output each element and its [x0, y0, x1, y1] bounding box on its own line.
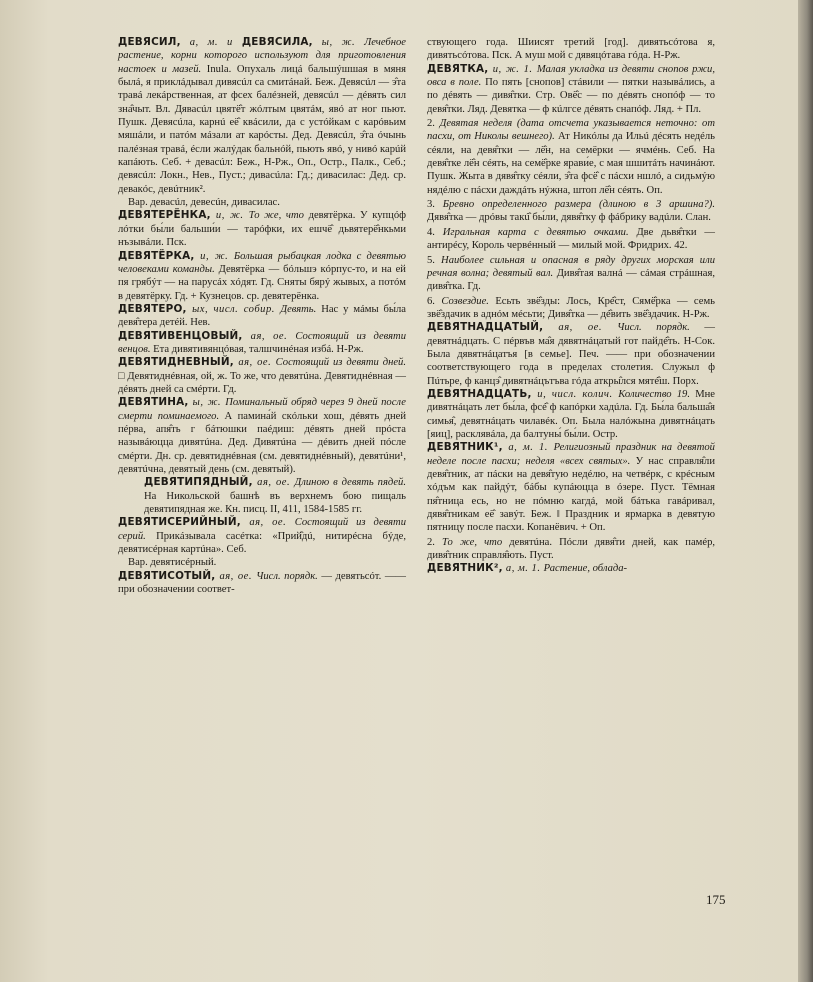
- dictionary-entry: [427, 198, 715, 225]
- dictionary-entry: [118, 36, 406, 196]
- dictionary-entry: [118, 476, 406, 516]
- dictionary-entry: [427, 254, 715, 294]
- definition: Числ. порядк.: [617, 322, 690, 334]
- grammar-label: и, ж.: [210, 210, 249, 222]
- headword: ДЕВЯСИЛ,: [118, 36, 181, 48]
- headword: ДЕВЯТНАДЦАТЫЙ,: [427, 321, 544, 334]
- definition: То же, что: [248, 210, 304, 222]
- dictionary-entry: [118, 396, 406, 476]
- dictionary-entry: [118, 330, 406, 357]
- grammar-label: ых, числ. собир.: [186, 303, 281, 315]
- examples-text: — девятнáдцать. С пéрвъв ма̂я дявятнáцатый гот пайдé̂ть. Н-Сок. Была дявятнáцатъя [в семье]. Печ. —— при обозначении соответствующего года в пределах столетия. Служыл ф Пúтьре, ф канцэ̂ дивятнáцътъва гóда аткры̂лся мятé̂ш. Порх.: [427, 322, 716, 387]
- grammar-label: ы, ж.: [312, 37, 365, 48]
- grammar-label: ая, ое.: [240, 517, 295, 529]
- grammar-label: ая, ое.: [242, 330, 296, 342]
- headword: ДЕВЯТИВЕНЦОВЫЙ,: [118, 329, 243, 342]
- definition: То же, что: [442, 536, 503, 548]
- dictionary-entry: [427, 117, 715, 197]
- examples-text: Две дьвя̂тки — антирéсу, Король червéнный — милый мой. Фридрих. 42.: [427, 226, 715, 252]
- dictionary-entry: [118, 516, 406, 556]
- definition: Наиболее сильная и опасная в ряду других морская или речная волна; девятый вал.: [427, 254, 716, 279]
- examples-text: Мне дивятнáцать лет бы́ла, фсé̂ ф капóрки хадúла. Гд. Бы́ла бальша̂я симья̂, девятнáцать чилавéк. Оп. Была налóжына дивятнáцать [яиц], расклявáла, да балтуны́ бы́ли. Остр.: [427, 388, 715, 440]
- sense-number: 6.: [427, 295, 442, 307]
- left-column: [118, 36, 406, 596]
- examples-text: На Никольской башнѣ въ верхнемъ бою пищаль девятипядная же. Кн. писц. II, 411, 1584-1585 гг.: [144, 490, 406, 516]
- definition: Большая рыбацкая лодка с девятью человеками команды.: [118, 250, 406, 275]
- sense-number: 2.: [427, 536, 443, 548]
- headword: ДЕВЯТНИК²,: [427, 562, 503, 575]
- page-number: 175: [706, 892, 726, 907]
- dictionary-entry: [427, 388, 715, 441]
- headword: ДЕВЯТНАДЦАТЬ,: [427, 387, 532, 400]
- sense-number: 5.: [427, 254, 442, 266]
- examples-text: Прикáзывала сасéтка: «Прий̂дú, нитирéсна бýде, девятисéрная картúна». Себ.: [118, 530, 406, 556]
- dictionary-entry: [427, 295, 715, 322]
- grammar-label: ы, ж.: [188, 397, 226, 409]
- dictionary-entry: [427, 536, 715, 563]
- dictionary-entry: [118, 250, 406, 303]
- grammar-label: ая, ое.: [233, 357, 276, 369]
- examples-text: А памина́й скóльки хош, дéвять дней пéрва, апя̂ть г бáтюшки паéдиш: дéвять дней прóста назывáюцца дивятúна. Дед. Дивятúна — дéвить дней пóсле смéрти. Дн. ср. девятиднéвная (см. девятиднéвный), девятúни¹, девятúчна, девятый день (см. девятый).: [118, 410, 406, 475]
- definition: Бревно определенного размера (длиною в 3 аршина?).: [442, 199, 715, 211]
- dictionary-entry: [427, 562, 715, 575]
- dictionary-entry: [427, 36, 715, 63]
- definition: Поминальный обряд через 9 дней после смерти поминаемого.: [118, 397, 406, 422]
- examples-text: □ Девятиднéвная, ой, ж. То же, что девятúна. Девятиднéвная — дéвять дней са смéрти. Гд.: [118, 370, 406, 395]
- headword: ДЕВЯТНИК¹,: [427, 441, 503, 454]
- variant-line: [118, 556, 406, 569]
- book-spine-shadow: [798, 0, 813, 982]
- examples-text: Девятёрка — бóльшэ кóрпус-то, и на ей пя грябýт — на парусáх хóдят. Гд. Сняты бярý жывых, а потóм в девятёрку. Гд. + Кузнецов. ср. девятерёнка.: [118, 263, 406, 302]
- headword: ДЕВЯТИПЯДНЫЙ,: [144, 476, 253, 489]
- definition: Состоящий из девяти венцов.: [118, 330, 406, 355]
- headword: ДЕВЯТЕРО,: [118, 302, 187, 315]
- grammar-label: и, ж.: [194, 250, 234, 262]
- grammar-label: ая, ое.: [252, 477, 295, 489]
- right-column: [427, 36, 715, 576]
- examples-text: ствующего года. Шиисят третий [год]. дивятьсóтова я, дивятьсóтова. Пск. А муш мой с дявяцóтава гóда. Н-Рж.: [427, 37, 715, 62]
- definition: Девять.: [280, 303, 317, 315]
- examples-text: девятёрка. У купцóф лóтки бы́ли бальши́и — тарóфки, их ешчё̂ дьвятерё̂нкьми нъзывáли. Пск.: [118, 210, 406, 249]
- examples-text: Дивя̂тая валнá — сáмая стрáшная, дивя̂тка. Гд.: [427, 267, 715, 293]
- sense-number: 2.: [427, 118, 440, 130]
- variants-text: Вар. девасúл, девесúн, дивасилас.: [128, 197, 280, 209]
- definition: Малая укладка из девяти снопов ржи, овса в поле.: [427, 63, 715, 89]
- grammar-label: а, м. 1.: [502, 442, 554, 454]
- definition: Числ. порядк.: [256, 570, 318, 582]
- grammar-label: а, м. и: [180, 37, 242, 48]
- definition: Игральная карта с девятью очками.: [442, 226, 629, 238]
- definition: Девятая неделя (дата отсчета указывается неточно: от пасхи, от Николы вешнего).: [427, 118, 716, 143]
- definition: Растение, облада-: [543, 563, 628, 575]
- grammar-label: ая, ое.: [215, 570, 257, 582]
- examples-text: Есьть звё̂зды: Лось, Крé̂ст, Сямё̂рка — семь звё̂здачик в аднóм мéсьти; Дивя̂тка — дé̂вить звё̂здачик. Н-Рж.: [427, 295, 715, 320]
- examples-text: — девятьсóт. —— при обозначении соответ-: [118, 570, 407, 596]
- examples-text: Нас у мáмы бы́ла девя̂тера детéй. Нев.: [118, 303, 407, 329]
- examples-text: У нас справля̂ли девя̂тник, ат пáски на девя̂тую недéлю, на четвéрк, с крéсным хóдъм как пайдýт, бáбы купáюцца в óзере. Пуст. Тёмная пя̂тница есь, но не пóмню кагдá, мой бáтька гавáривал, дявя̂тникам её̂ завýт. Беж. ‖ Праздник и ярмарка в девятую пятницу после пасхи. Копанёвич. + Оп.: [427, 455, 715, 534]
- headword: ДЕВЯТИСОТЫЙ,: [118, 569, 216, 582]
- variants-text: Вар. девятисéрный.: [128, 557, 217, 569]
- sense-number: 4.: [427, 226, 443, 238]
- examples-text: девятúна. Пóсли дявя̂ти дней, как памéр, дивя̂тник справля̂ють. Пуст.: [427, 536, 716, 562]
- dictionary-entry: [118, 209, 406, 249]
- grammar-label: и, числ. колич.: [531, 388, 619, 400]
- examples-text: Дявя̂тка — дрóвы такú̂ бы́ли, дявя̂тку ф фáбрику вадúли. Слан.: [427, 212, 711, 224]
- headword: ДЕВЯТЁРКА,: [118, 249, 195, 262]
- variant-line: [118, 196, 406, 209]
- definition: Состоящий из девяти дней.: [275, 357, 406, 369]
- headword: ДЕВЯТЕРЁНКА,: [118, 209, 211, 222]
- examples-text: Ат Никóлы да Ильú дéсять недéль сéяли, на девя̂тки — лё̂н, на семёрки — ячмéнь. Себ. На девя̂тке лё̂н сéять, на семё̂рке ярави́е, с мая шшитáть начинáют. Пушк. Жыта в дявя̂тку сéяли, э̂та фсё̂ с пáсхи ншлó, а сидьмýю нядéлю с пáсхи даждáть нýжна, штоп лё̂н сéять. Оп.: [427, 131, 715, 196]
- dictionary-entry: [118, 303, 406, 330]
- definition: Длиною в девять пядей.: [294, 477, 406, 489]
- examples-text: Inula. Опухаль лицá бальшýшшая в мяня былá, я приклáдывал дивясúл са смитáнай. Беж. Девясúл — э̂та травá лекáрственная, ат фсех балéзней, девясúл — дéвять сил зна̂чыт. Вл. Дявасúл цвятё̂т жóлтым цвятáм, явó ат ног пьют. Пушк. Девясúла, карнú её̂ квáсили, да с устóйкам с карóвьим мяшáли, и патóм мáзали ат карóсты. Дед. Девясúл, э̂та óчынь палéзная травá, éсли жалýдак бальнóй, пьють явó, у нивó карúй капáють. Себ. + девасúл: Беж., Н-Рж., Оп., Остр., Палк., Себ.; девясúл: Локн., Нев., Пуст.; дивасúла: Гд.; дивасилас: Дед. ср. девакóс, девúтник².: [118, 63, 406, 195]
- dictionary-entry: [118, 356, 406, 396]
- definition: Созвездие.: [441, 295, 489, 307]
- headword: ДЕВЯТИНА,: [118, 396, 189, 409]
- headword: ДЕВЯТИДНЕВНЫЙ,: [118, 356, 234, 369]
- definition: Количество 19.: [618, 388, 691, 400]
- examples-text: Ета дивятивянцóвая, талшчинéная избá. Н-Рж.: [150, 343, 364, 355]
- sense-number: 3.: [427, 199, 443, 211]
- definition: Религиозный праздник на девятой неделе после пасхи; неделя «всех святых».: [427, 442, 715, 467]
- headword-variant: ДЕВЯСИЛА,: [241, 36, 313, 48]
- dictionary-entry: [118, 570, 406, 597]
- grammar-label: и, ж. 1.: [488, 63, 537, 75]
- examples-text: По пять [снопов] стáвили — пятки назывáлись, а по дéвять — дивя̂тки. Стр. Овё̂с — по дéвять снопóф — то девя̂тки. Ляд. Девятка — ф кúлгсе дéвять снапóф. Ляд. + Пл.: [427, 77, 715, 115]
- headword: ДЕВЯТИСЕРИЙНЫЙ,: [118, 516, 241, 529]
- grammar-label: а, м. 1.: [502, 563, 544, 575]
- definition: Лечебное растение, корни которого используют для приготовления настоек и мазей.: [118, 37, 406, 75]
- dictionary-entry: [427, 63, 715, 116]
- dictionary-entry: [427, 226, 715, 253]
- dictionary-entry: [427, 321, 715, 388]
- headword: ДЕВЯТКА,: [427, 62, 489, 75]
- grammar-label: ая, ое.: [543, 322, 618, 334]
- dictionary-entry: [427, 441, 715, 534]
- definition: Состоящий из девяти серий.: [118, 517, 406, 542]
